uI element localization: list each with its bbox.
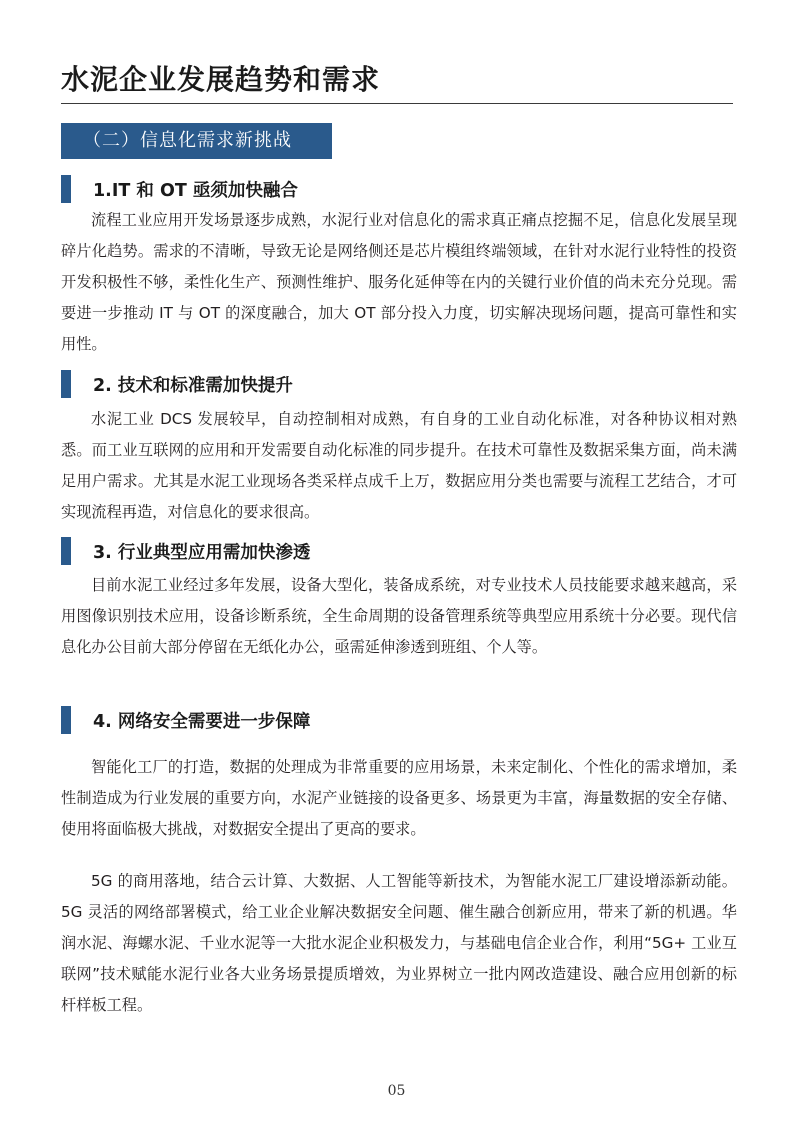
section-banner: （二）信息化需求新挑战 xyxy=(61,123,332,159)
paragraph: 流程工业应用开发场景逐步成熟，水泥行业对信息化的需求真正痛点挖掘不足，信息化发展呈现碎片化趋势。需求的不清晰，导致无论是网络侧还是芯片模组终端领域，在针对水泥行业特性的投资开发积极性不够，柔性化生产、预测性维护、服务化延伸等在内的关键行业价值的尚未充分兑现。需要进一步推动 IT 与 OT 的深度融合，加大 OT 部分投入力度，切实解决现场问题，提高可靠性和实用性。 xyxy=(61,211,737,353)
page-title: 水泥企业发展趋势和需求 xyxy=(61,63,381,96)
subsection-heading-text: 2. 技术和标准需加快提升 xyxy=(93,375,293,396)
paragraph: 水泥工业 DCS 发展较早，自动控制相对成熟，有自身的工业自动化标准，对各种协议相对熟悉。而工业互联网的应用和开发需要自动化标准的同步提升。在技术可靠性及数据采集方面，尚未满足用户需求。尤其是水泥工业现场各类采样点成千上万，数据应用分类也需要与流程工艺结合，才可实现流程再造，对信息化的要求很高。 xyxy=(61,410,737,521)
title-divider xyxy=(61,103,733,104)
subsection-heading-2 xyxy=(61,370,293,398)
heading-accent-bar xyxy=(61,175,71,203)
subsection-heading-4 xyxy=(61,706,310,734)
heading-accent-bar xyxy=(61,537,71,565)
paragraph: 目前水泥工业经过多年发展，设备大型化，装备成系统，对专业技术人员技能要求越来越高，采用图像识别技术应用，设备诊断系统，全生命周期的设备管理系统等典型应用系统十分必要。现代信息化办公目前大部分停留在无纸化办公，亟需延伸渗透到班组、个人等。 xyxy=(61,576,737,656)
paragraph: 5G 的商用落地，结合云计算、大数据、人工智能等新技术，为智能水泥工厂建设增添新动能。5G 灵活的网络部署模式，给工业企业解决数据安全问题、催生融合创新应用，带来了新的机遇。华润水泥、海螺水泥、千业水泥等一大批水泥企业积极发力，与基础电信企业合作，利用“5G+ 工业互联网”技术赋能水泥行业各大业务场景提质增效，为业界树立一批内网改造建设、融合应用创新的标杆样板工程。 xyxy=(61,872,737,1014)
subsection-heading-1 xyxy=(61,175,298,203)
subsection-heading-text: 3. 行业典型应用需加快渗透 xyxy=(93,542,311,563)
subsection-heading-text: 1.IT 和 OT 亟须加快融合 xyxy=(93,180,298,201)
page-number: 05 xyxy=(387,1083,406,1099)
heading-accent-bar xyxy=(61,370,71,398)
subsection-heading-3 xyxy=(61,537,310,565)
paragraph: 智能化工厂的打造，数据的处理成为非常重要的应用场景，未来定制化、个性化的需求增加，柔性制造成为行业发展的重要方向，水泥产业链接的设备更多、场景更为丰富，海量数据的安全存储、使用将面临极大挑战，对数据安全提出了更高的要求。 xyxy=(61,758,737,838)
heading-accent-bar xyxy=(61,706,71,734)
subsection-heading-text: 4. 网络安全需要进一步保障 xyxy=(93,711,311,732)
